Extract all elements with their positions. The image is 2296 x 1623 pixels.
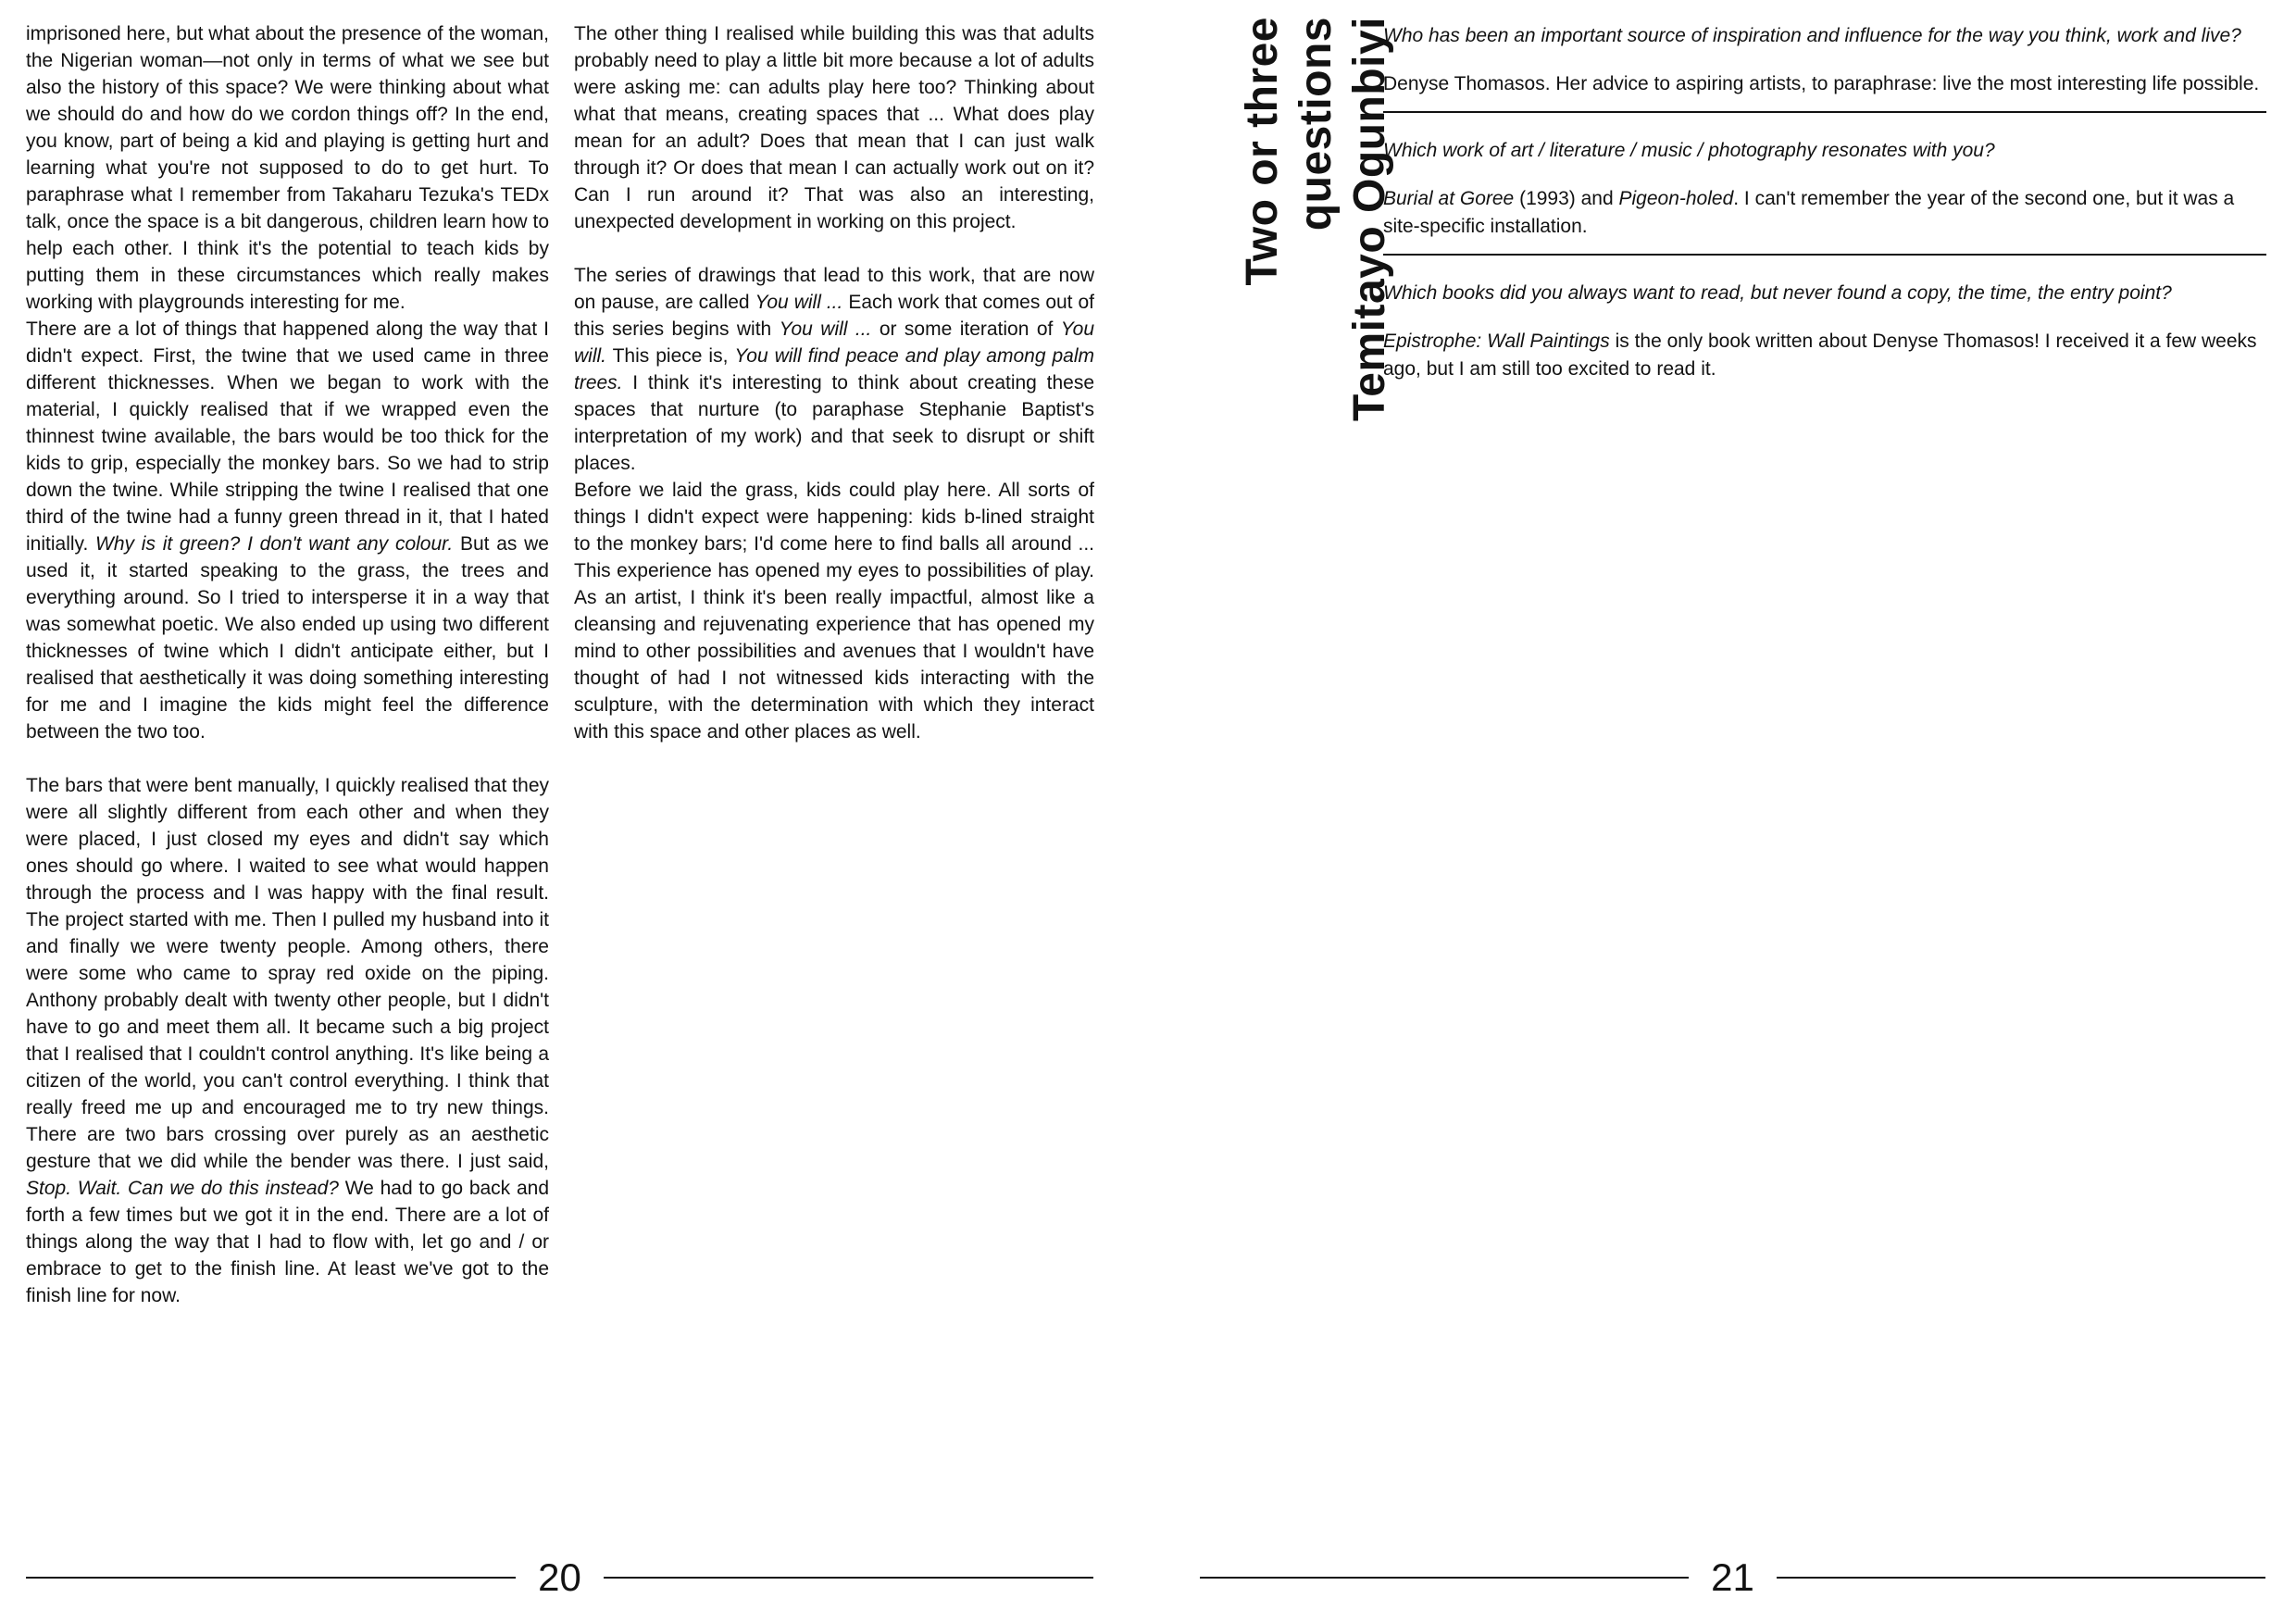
qa-question: Which work of art / literature / music / photography resonates with you? — [1383, 140, 1995, 161]
page-number-left: 20 — [538, 1555, 581, 1599]
footer-rule — [604, 1577, 1093, 1579]
body-paragraph — [574, 262, 1094, 477]
body-paragraph — [574, 477, 1094, 745]
qa-divider — [1383, 254, 2266, 256]
left-page-footer — [26, 1554, 1093, 1602]
text-run: The other thing I realised while building this was that adults probably need to play a little bit more because a lot of adults were asking me: can adults play here too? Thinking about what that means, creating spaces that ... What does play mean for an adult? Does that mean that I can just walk through it? Or does that mean I can actually work out on it? Can I run around it? That was also an interesting, unexpected development in working on this project. — [574, 23, 1094, 232]
left-page-column-2 — [574, 20, 1094, 745]
body-paragraph — [26, 20, 549, 316]
qa-item — [1383, 22, 2266, 113]
qa-item — [1383, 280, 2266, 383]
text-run: imprisoned here, but what about the presence of the woman, the Nigerian woman—not only in terms of what we see but also the history of this space? We were thinking about what we should do and how do we cordon things off? In the end, you know, part of being a kid and playing is getting hurt and learning what you're not supposed to do to get hurt. To paraphrase what I remember from Takaharu Tezuka's TEDx talk, once the space is a bit dangerous, children learn how to help each other. I think it's the potential to teach kids by putting them in these circumstances which really makes working with playgrounds interesting for me. — [26, 23, 550, 313]
text-run: or some iteration of — [871, 318, 1061, 340]
text-run: is the only book written about Denyse Thomasos! I received it a few weeks ago, but I am still too excited to read it. — [1383, 331, 2257, 380]
text-run: The bars that were bent manually, I quickly realised that they were all slightly different from each other and when they were placed, I just closed my eyes and didn't say which ones should go where. I waited to see what would happen through the process and I was happy with the final result. The project started with me. Then I pulled my husband into it and finally we were twenty people. Among others, there were some who came to spray red oxide on the piping. Anthony probably dealt with twenty other people, but I didn't have to go and meet them all. It became such a big project that I realised that I couldn't control anything. It's like being a citizen of the world, you can't control everything. I think that really freed me up and encouraged me to try new things. There are two bars crossing over purely as an aesthetic gesture that we did while the bender was there. I just said, — [26, 775, 549, 1172]
text-run: Denyse Thomasos. Her advice to aspiring artists, to paraphrase: live the most interesting life possible. — [1383, 73, 2260, 94]
title-line-2: questions — [1292, 17, 1341, 231]
article-title-text — [1236, 17, 1397, 498]
qa-divider — [1383, 111, 2266, 113]
article-title-vertical — [1236, 17, 1403, 503]
text-run: But as we used it, it started speaking to the grass, the trees and everything around. So I tried to intersperse it in a way that was somewhat poetic. We also ended up using two different thicknesses of twine which I didn't anticipate either, but I realised that aesthetically it was doing something interesting for me and I imagine the kids might feel the difference between the two too. — [26, 533, 549, 743]
qa-answer — [1383, 70, 2266, 98]
left-page-column-1 — [26, 20, 549, 1309]
text-run: . I can't remember the year of the second one, but it was a site-specific installation. — [1383, 188, 2235, 237]
text-run: Each work that comes out of this series begins with — [574, 292, 1094, 340]
italic-text-run: Stop. Wait. Can we do this instead? — [26, 1178, 339, 1199]
italic-text-run: You will ... — [779, 318, 872, 340]
page-number-right: 21 — [1711, 1555, 1754, 1599]
text-run: Before we laid the grass, kids could play here. All sorts of things I didn't expect were happening: kids b-lined straight to the monkey bars; I'd come here to find balls all around ... This experience has opened my eyes to possibilities of play. As an artist, I think it's been really impactful, almost like a cleansing and rejuvenating experience that has opened my mind to other possibilities and avenues that I wouldn't have thought of had I not witnessed kids interacting with the sculpture, with the determination with which they interact with this space and other places as well. — [574, 480, 1094, 743]
footer-rule — [26, 1577, 516, 1579]
italic-text-run: Pigeon-holed — [1618, 188, 1734, 209]
right-page-footer — [1200, 1554, 2265, 1602]
footer-rule — [1200, 1577, 1689, 1579]
italic-text-run: You will find peace and play among palm trees. — [574, 345, 1094, 393]
text-run: This piece is, — [606, 345, 735, 367]
qa-question: Who has been an important source of inspiration and influence for the way you think, work and live? — [1383, 25, 2241, 46]
title-author-name: Temitayo Ogunbiyi — [1345, 17, 1394, 421]
body-paragraph — [26, 316, 549, 745]
text-run: (1993) and — [1514, 188, 1619, 209]
footer-rule — [1777, 1577, 2265, 1579]
italic-text-run: You will ... — [755, 292, 843, 313]
body-paragraph — [574, 20, 1094, 235]
italic-text-run: Epistrophe: Wall Paintings — [1383, 331, 1610, 352]
qa-answer — [1383, 328, 2266, 383]
text-run: We had to go back and forth a few times but we got it in the end. There are a lot of things along the way that I had to flow with, let go and / or embrace to get to the finish line. At least we've got to the finish line for now. — [26, 1178, 549, 1306]
italic-text-run: Burial at Goree — [1383, 188, 1515, 209]
qa-column — [1383, 22, 2266, 396]
italic-text-run: You will. — [574, 318, 1095, 367]
text-run: There are a lot of things that happened along the way that I didn't expect. First, the twine that we used came in three different thicknesses. When we began to work with the material, I quickly realised that if we wrapped even the thinnest twine available, the bars would be too thick for the kids to grip, especially the monkey bars. So we had to strip down the twine. While stripping the twine I realised that one third of the twine had a funny green thread in it, that I hated initially. — [26, 318, 549, 555]
title-line-1: Two or three — [1238, 17, 1287, 286]
body-paragraph — [26, 772, 549, 1309]
text-run: The series of drawings that lead to this work, that are now on pause, are called — [574, 265, 1094, 313]
text-run: I think it's interesting to think about creating these spaces that nurture (to paraphase Stephanie Baptist's interpretation of my work) and that seek to disrupt or shift places. — [574, 372, 1094, 474]
qa-answer — [1383, 185, 2266, 241]
qa-question: Which books did you always want to read, but never found a copy, the time, the entry point? — [1383, 282, 2172, 304]
italic-text-run: Why is it green? I don't want any colour. — [95, 533, 454, 555]
qa-item — [1383, 137, 2266, 256]
